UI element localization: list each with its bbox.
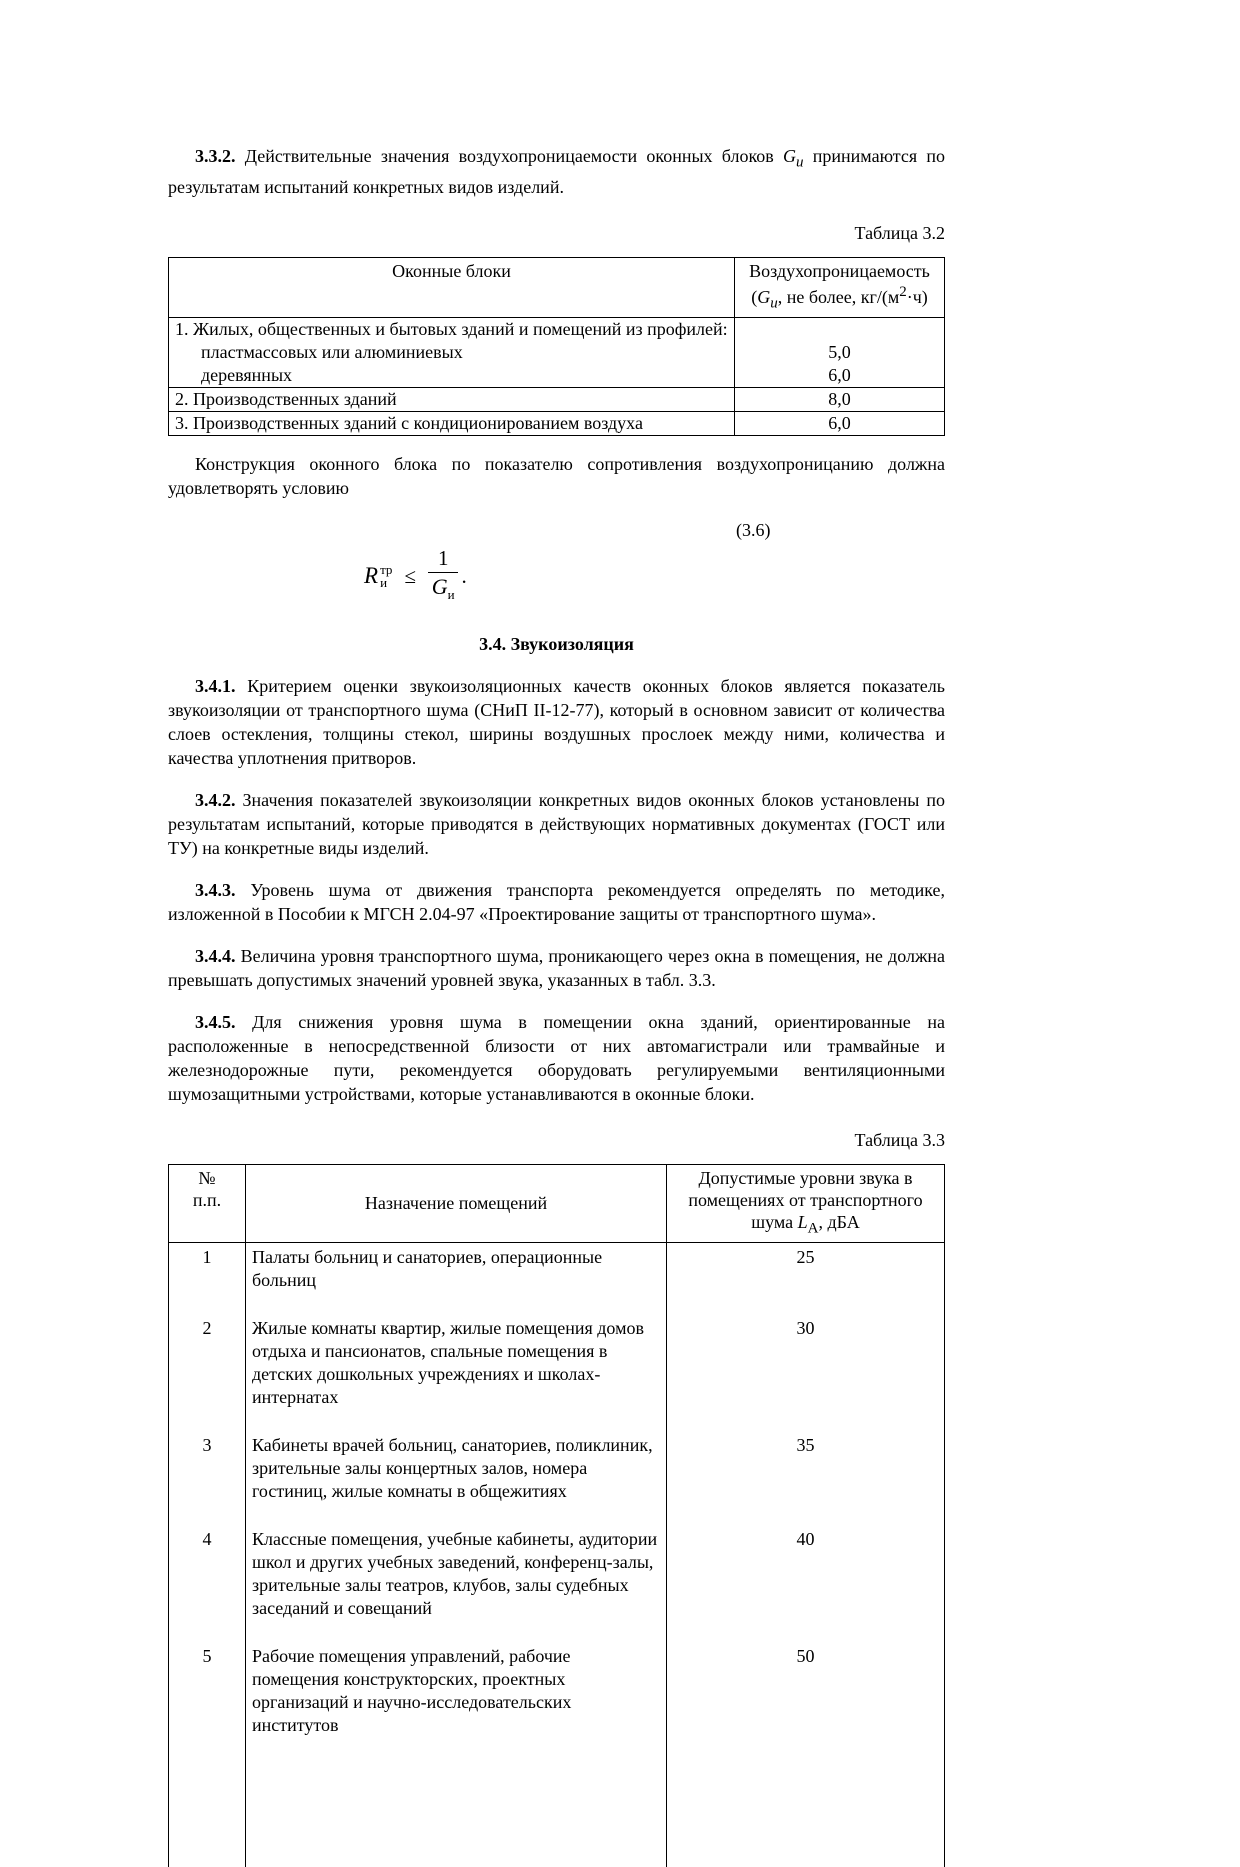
construction-paragraph: Конструкция оконного блока по показателю сопротивления воздухопроницанию должна удовлетворять условию <box>168 454 945 499</box>
paragraph-3-4-4 <box>168 944 945 992</box>
text-fragment: , не более, кг/(м <box>777 286 900 307</box>
symbol-L-subscript: А <box>807 1220 819 1237</box>
header-line-2: п.п. <box>192 1190 222 1211</box>
symbol-G: G <box>783 146 797 166</box>
table-header-row <box>169 1165 945 1243</box>
header-cell-air-permeability <box>735 257 945 318</box>
numerator: 1 <box>428 547 459 573</box>
paragraph-number: 3.4.4. <box>195 946 236 967</box>
paragraph-number: 3.4.5. <box>195 1012 236 1033</box>
table-row <box>169 1431 945 1525</box>
cell-window-type: пластмассовых или алюминиевых <box>169 341 735 364</box>
table-row <box>169 1242 945 1314</box>
table-row <box>169 388 945 412</box>
document-page <box>168 0 945 1867</box>
cell-row-number: 2 <box>169 1314 246 1431</box>
formula-period: . <box>461 563 467 588</box>
cell-room-purpose: Рабочие помещения управлений, рабочие помещения конструкторских, проектных организаций и научно-исследовательских институтов <box>246 1642 667 1867</box>
paragraph-3-4-5 <box>168 1010 945 1106</box>
cell-permeability-value: 5,0 <box>735 341 945 364</box>
paragraph-text: принимаются по результатам испытаний конкретных видов изделий. <box>168 146 945 197</box>
table-row <box>169 364 945 388</box>
superscript-2: 2 <box>899 283 907 300</box>
header-cell-window-blocks: Оконные блоки <box>169 257 735 318</box>
table-row <box>169 1642 945 1867</box>
cell-row-number: 4 <box>169 1525 246 1642</box>
symbol-G-subscript: и <box>447 586 455 602</box>
symbol-G: G <box>757 286 771 307</box>
cell-window-type: 3. Производственных зданий с кондиционированием воздуха <box>169 412 735 436</box>
less-equal-sign: ≤ <box>404 563 416 588</box>
header-cell-noise-level <box>667 1165 945 1243</box>
paragraph-3-4-1 <box>168 674 945 770</box>
cell-row-number: 5 <box>169 1642 246 1867</box>
cell-window-type: 1. Жилых, общественных и бытовых зданий и помещений из профилей: <box>169 318 735 342</box>
table-row <box>169 412 945 436</box>
cell-room-purpose: Классные помещения, учебные кабинеты, аудитории школ и других учебных заведений, конференц-залы, зрительные залы театров, клубов, залы судебных заседаний и совещаний <box>246 1525 667 1642</box>
noise-levels-table <box>168 1164 945 1867</box>
header-line-2 <box>739 282 940 315</box>
table-3-3-caption: Таблица 3.3 <box>854 1130 945 1151</box>
cell-permeability-value <box>735 318 945 342</box>
paragraph-text: Уровень шума от движения транспорта рекомендуется определять по методике, изложенной в Пособии к МГСН 2.04-97 «Проектирование защиты от транспортного шума». <box>168 880 945 925</box>
symbol-G-subscript: u <box>770 295 778 312</box>
formula-3-6 <box>364 544 945 608</box>
cell-noise-value: 25 <box>667 1242 945 1314</box>
cell-window-type: деревянных <box>169 364 735 388</box>
paragraph-text: Действительные значения воздухопроницаемости оконных блоков <box>235 146 784 166</box>
cell-window-type: 2. Производственных зданий <box>169 388 735 412</box>
text-fragment: ·ч) <box>906 286 928 307</box>
symbol-G: G <box>431 573 448 599</box>
header-line-1: Воздухопроницаемость <box>749 260 930 281</box>
cell-noise-value: 40 <box>667 1525 945 1642</box>
table-3-2-caption: Таблица 3.2 <box>854 222 945 243</box>
formula-lhs <box>364 563 392 589</box>
denominator <box>428 573 459 606</box>
table-row <box>169 341 945 364</box>
paragraph-text: Для снижения уровня шума в помещении окна зданий, ориентированные на расположенные в непосредственной близости от них автомагистрали или трамвайные и железнодорожные пути, рекомендуется оборудовать регулируемыми вентиляционными шумозащитными устройствами, которые устанавливаются в оконные блоки. <box>168 1012 945 1105</box>
fraction <box>428 547 459 606</box>
cell-noise-value: 30 <box>667 1314 945 1431</box>
paragraph-number: 3.4.1. <box>195 676 236 697</box>
cell-room-purpose: Жилые комнаты квартир, жилые помещения домов отдыха и пансионатов, спальные помещения в детских дошкольных учреждениях и школах-интернатах <box>246 1314 667 1431</box>
header-cell-room-purpose: Назначение помещений <box>246 1165 667 1243</box>
cell-row-number: 3 <box>169 1431 246 1525</box>
symbol-R-scripts <box>380 563 392 589</box>
paragraph-text: Критерием оценки звукоизоляционных качеств оконных блоков является показатель звукоизоляции от транспортного шума (СНиП II-12-77), который в основном зависит от количества слоев остекления, толщины стекол, ширины воздушных прослоек между ними, количества и качества уплотнения притворов. <box>168 676 945 769</box>
cell-room-purpose: Палаты больниц и санаториев, операционные больниц <box>246 1242 667 1314</box>
cell-noise-value: 35 <box>667 1431 945 1525</box>
cell-permeability-value: 6,0 <box>735 364 945 388</box>
text-fragment: Допустимые уровни звука в помещениях от транспортного шума <box>688 1168 923 1233</box>
paragraph-number: 3.4.3. <box>195 880 236 901</box>
table-row <box>169 1525 945 1642</box>
table-row <box>169 318 945 342</box>
symbol-G-subscript: u <box>796 154 804 171</box>
equation-number: (3.6) <box>736 520 771 541</box>
cell-permeability-value: 8,0 <box>735 388 945 412</box>
paragraph-text: Величина уровня транспортного шума, проникающего через окна в помещения, не должна превышать допустимых значений уровней звука, указанных в табл. 3.3. <box>168 946 945 991</box>
paragraph-number: 3.3.2. <box>195 146 236 166</box>
cell-row-number: 1 <box>169 1242 246 1314</box>
text-fragment: ( <box>751 286 758 307</box>
paragraph-number: 3.4.2. <box>195 790 236 811</box>
air-permeability-table <box>168 257 945 437</box>
header-line-1: № <box>198 1168 216 1189</box>
subscript-i: и <box>380 575 388 591</box>
header-cell-row-number <box>169 1165 246 1243</box>
cell-room-purpose: Кабинеты врачей больниц, санаториев, поликлиник, зрительные залы концертных залов, номера гостиниц, жилые комнаты в общежитиях <box>246 1431 667 1525</box>
paragraph-text: Значения показателей звукоизоляции конкретных видов оконных блоков установлены по результатам испытаний, которые приводятся в действующих нормативных документах (ГОСТ или ТУ) на конкретные виды изделий. <box>168 790 945 859</box>
section-3-4-heading: 3.4. Звукоизоляция <box>479 634 634 655</box>
paragraph-3-3-2 <box>168 144 945 199</box>
paragraph-3-4-2 <box>168 788 945 860</box>
cell-permeability-value: 6,0 <box>735 412 945 436</box>
table-header-row <box>169 257 945 318</box>
symbol-L: L <box>797 1212 808 1233</box>
symbol-R: R <box>364 563 379 589</box>
text-fragment: , дБА <box>818 1212 860 1233</box>
cell-noise-value: 50 <box>667 1642 945 1867</box>
paragraph-3-4-3 <box>168 878 945 926</box>
table-row <box>169 1314 945 1431</box>
superscript-tr: тр <box>380 562 393 578</box>
